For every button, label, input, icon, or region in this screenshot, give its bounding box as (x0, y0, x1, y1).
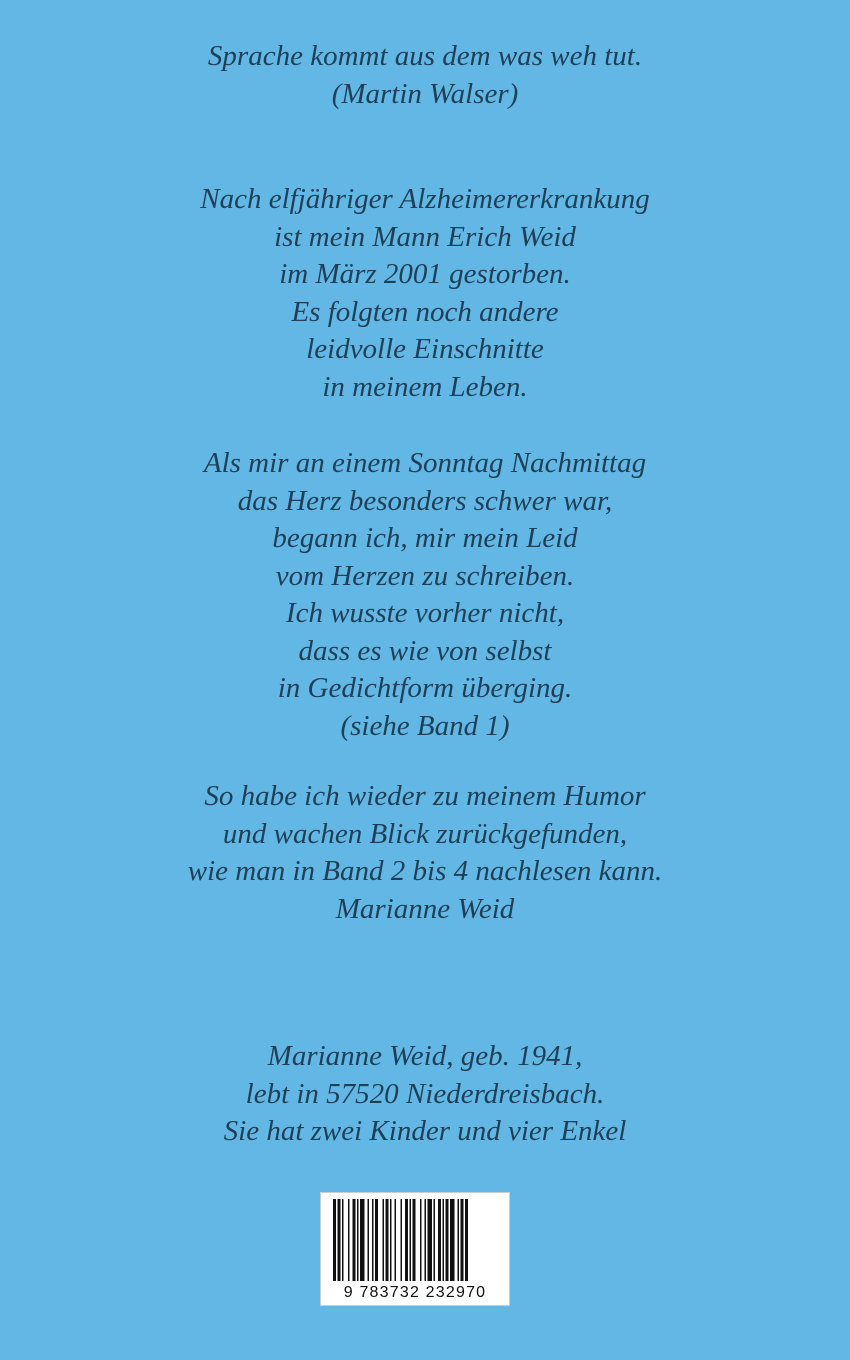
intro-paragraph (0, 181, 850, 406)
barcode-bar (420, 1199, 422, 1281)
humor-line: wie man in Band 2 bis 4 nachlesen kann. (187, 855, 663, 887)
barcode-bar (438, 1199, 441, 1281)
barcode-bar (372, 1199, 374, 1281)
intro-line: ist mein Mann Erich Weid (274, 220, 576, 253)
barcode-bars (333, 1199, 499, 1281)
humor-line: So habe ich wieder zu meinem Humor (204, 780, 646, 812)
author-bio-line: Marianne Weid, geb. 1941, (267, 1040, 583, 1072)
story-line: (siehe Band 1) (340, 709, 510, 742)
intro-line: in meinem Leben. (322, 370, 528, 403)
barcode-bar (357, 1199, 359, 1281)
story-line: vom Herzen zu schreiben. (275, 559, 575, 592)
quote-text: Sprache kommt aus dem was weh tut. (207, 40, 643, 72)
signature-name: Marianne Weid (335, 892, 515, 925)
story-paragraph (0, 445, 850, 745)
barcode-bar (425, 1199, 427, 1281)
barcode-bar (446, 1199, 449, 1281)
intro-line: Nach elfjähriger Alzheimererkrankung (200, 183, 650, 215)
barcode-bar (401, 1199, 403, 1281)
isbn-barcode (320, 1192, 510, 1306)
humor-line: und wachen Blick zurückgefunden, (222, 817, 628, 850)
barcode-bar (383, 1199, 385, 1281)
quote-block (0, 38, 850, 113)
story-line: das Herz besonders schwer war, (237, 484, 613, 517)
quote-attribution: (Martin Walser) (331, 77, 519, 110)
barcode-bar (353, 1199, 356, 1281)
barcode-bar (333, 1199, 336, 1281)
barcode-bar (461, 1199, 464, 1281)
barcode-bar (450, 1199, 455, 1281)
barcode-bar (395, 1199, 397, 1281)
author-bio (0, 1038, 850, 1151)
barcode-bar (465, 1199, 468, 1281)
barcode-bar (348, 1199, 350, 1281)
story-line: dass es wie von selbst (298, 634, 552, 667)
barcode-bar (413, 1199, 416, 1281)
barcode-bar (405, 1199, 408, 1281)
barcode-bar (360, 1199, 365, 1281)
barcode-bar (338, 1199, 341, 1281)
barcode-bar (368, 1199, 370, 1281)
story-line: Als mir an einem Sonntag Nachmittag (203, 447, 647, 479)
barcode-bar (428, 1199, 433, 1281)
barcode-bar (386, 1199, 389, 1281)
intro-line: Es folgten noch andere (291, 295, 559, 328)
story-line: in Gedichtform überging. (277, 672, 573, 704)
barcode-bar (458, 1199, 460, 1281)
story-line: Ich wusste vorher nicht, (285, 597, 565, 629)
author-bio-line: Sie hat zwei Kinder und vier Enkel (223, 1115, 627, 1147)
barcode-bar (342, 1199, 344, 1281)
barcode-bar (434, 1199, 436, 1281)
isbn-number: 9 783732 232970 (343, 1284, 487, 1301)
intro-line: leidvolle Einschnitte (306, 333, 544, 365)
humor-paragraph (0, 778, 850, 928)
barcode-bar (410, 1199, 412, 1281)
barcode-bar (375, 1199, 378, 1281)
story-line: begann ich, mir mein Leid (272, 522, 578, 554)
barcode-bar (390, 1199, 392, 1281)
author-bio-line: lebt in 57520 Niederdreisbach. (245, 1077, 605, 1110)
intro-line: im März 2001 gestorben. (279, 258, 571, 290)
barcode-bar (443, 1199, 445, 1281)
